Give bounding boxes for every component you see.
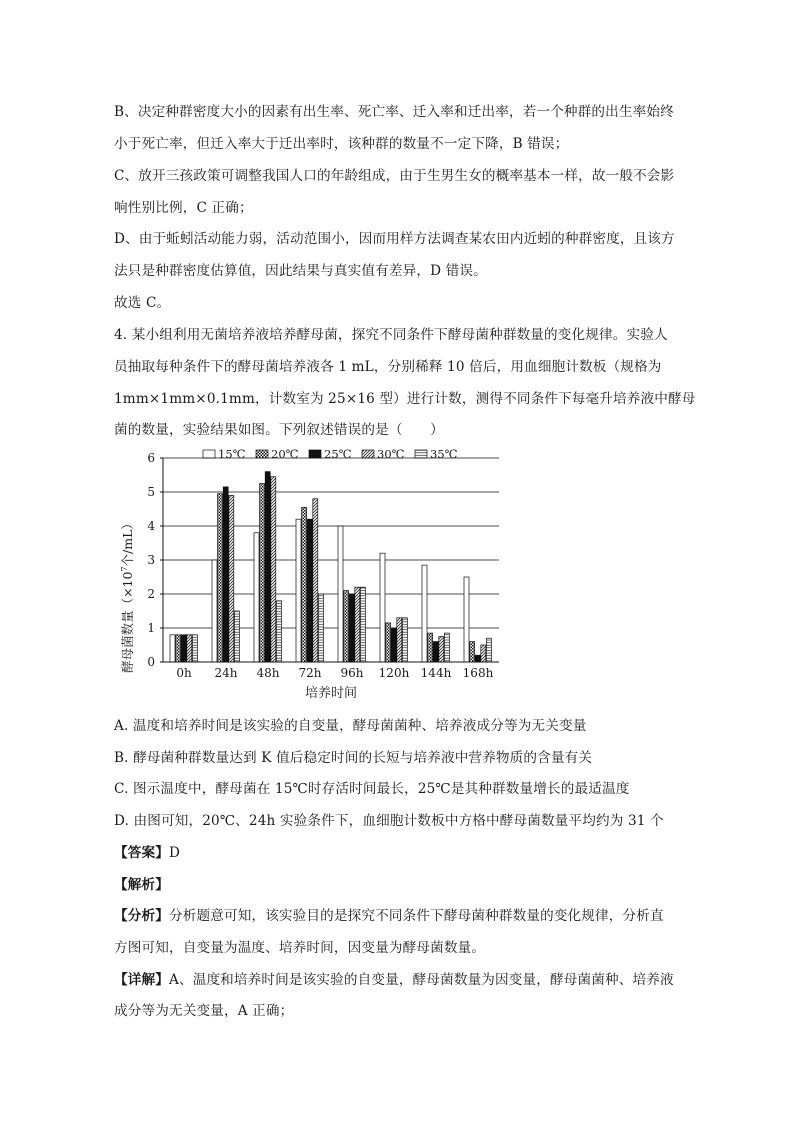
x-tick-label: 0h	[176, 666, 192, 680]
option-d: D. 由图可知，20℃、24h 实验条件下，血细胞计数板中方格中酵母菌数量平均约为 31 个	[114, 813, 664, 829]
bar-168h-30℃	[481, 645, 486, 662]
fenxi-label: 【分析】	[114, 908, 169, 924]
bar-24h-25℃	[223, 487, 228, 662]
bar-72h-15℃	[296, 519, 301, 662]
bar-96h-20℃	[344, 591, 349, 662]
answer-line	[114, 843, 694, 863]
bar-120h-30℃	[397, 618, 402, 662]
xiangjie-line-2: 成分等为无关变量，A 正确；	[114, 1003, 294, 1019]
option-b-explanation-line-1: B、决定种群密度大小的因素有出生率、死亡率、迁入率和迁出率，若一个种群的出生率始终	[114, 104, 674, 120]
option-c-explanation-line-1: C、放开三孩政策可调整我国人口的年龄组成，由于生男生女的概率基本一样，故一般不会影	[114, 168, 675, 184]
bar-120h-25℃	[391, 628, 396, 662]
y-axis-ticks	[147, 451, 163, 669]
x-tick-label: 96h	[340, 666, 364, 680]
y-axis-label-exponent: 7	[120, 566, 129, 572]
bar-96h-25℃	[349, 594, 354, 662]
legend-label: 20℃	[271, 447, 299, 461]
option-b-explanation-line-2: 小于死亡率，但迁入率大于迁出率时，该种群的数量不一定下降，B 错误；	[114, 136, 569, 152]
y-tick-label: 4	[147, 519, 155, 533]
x-axis-ticks	[176, 666, 493, 680]
bar-72h-35℃	[318, 594, 323, 662]
y-axis-label-suffix: 个/mL）	[120, 517, 135, 567]
y-tick-label: 2	[147, 587, 155, 601]
legend-label: 15℃	[218, 447, 246, 461]
xiangjie-label: 【详解】	[114, 972, 169, 988]
bar-48h-30℃	[271, 477, 276, 662]
answer-label: 【答案】	[114, 845, 169, 861]
y-tick-label: 5	[147, 485, 155, 499]
question-stem-line-2: 员抽取每种条件下的酵母菌培养液各 1 mL，分别稀释 10 倍后，用血细胞计数板（规格为	[114, 359, 662, 375]
y-tick-label: 6	[147, 451, 155, 465]
option-b: B. 酵母菌种群数量达到 K 值后稳定时间的长短与培养液中营养物质的含量有关	[114, 750, 593, 766]
bar-120h-15℃	[380, 553, 385, 662]
option-d-explanation-line-1: D、由于蚯蚓活动能力弱，活动范围小，因而用样方法调查某农田内近蚓的种群密度，且该方	[114, 231, 675, 247]
bar-144h-20℃	[428, 633, 433, 662]
xiangjie-text-1: A、温度和培养时间是该实验的自变量，酵母菌数量为因变量，酵母菌菌种、培养液	[168, 972, 674, 988]
bar-72h-20℃	[302, 507, 307, 662]
option-c-explanation-line-2: 响性别比例，C 正确；	[114, 200, 253, 216]
legend-swatch-15℃	[203, 450, 215, 458]
option-d-explanation-line-2: 法只是种群密度估算值，因此结果与真实值有差异，D 错误。	[114, 263, 487, 279]
x-tick-label: 48h	[256, 666, 280, 680]
bar-24h-35℃	[234, 611, 239, 662]
legend-swatch-35℃	[415, 450, 427, 458]
bar-48h-25℃	[265, 472, 270, 662]
bar-168h-35℃	[486, 638, 491, 662]
bar-72h-30℃	[313, 499, 318, 662]
y-tick-label: 3	[147, 553, 155, 567]
question-stem-line-3: 1mm×1mm×0.1mm，计数室为 25×16 型）进行计数，测得不同条件下每毫升培养液中酵母	[114, 391, 696, 407]
bar-144h-15℃	[422, 565, 427, 662]
legend-swatch-20℃	[256, 450, 268, 458]
legend-label: 30℃	[377, 447, 405, 461]
bar-0h-30℃	[187, 635, 192, 662]
bar-96h-30℃	[355, 587, 360, 662]
legend-swatch-25℃	[309, 450, 321, 458]
x-tick-label: 72h	[298, 666, 322, 680]
answer-value: D	[168, 845, 181, 861]
fenxi-line-1	[114, 906, 694, 926]
x-tick-label: 168h	[462, 666, 494, 680]
bar-96h-15℃	[338, 526, 343, 662]
fenxi-text-1: 分析题意可知，该实验目的是探究不同条件下酵母菌种群数量的变化规律，分析直	[168, 908, 664, 924]
y-tick-label: 0	[147, 655, 155, 669]
bar-144h-35℃	[444, 633, 449, 662]
bar-48h-20℃	[260, 484, 265, 663]
analysis-label: 【解析】	[114, 877, 169, 893]
legend-swatch-30℃	[362, 450, 374, 458]
y-axis-label	[120, 517, 135, 673]
bar-72h-25℃	[307, 519, 312, 662]
bar-24h-15℃	[212, 560, 217, 662]
xiangjie-line-1	[114, 970, 694, 990]
bar-24h-30℃	[229, 495, 234, 662]
option-c: C. 图示温度中，酵母菌在 15℃时存活时间最长，25℃是其种群数量增长的最适温度	[114, 781, 630, 797]
x-tick-label: 24h	[214, 666, 238, 680]
bar-168h-20℃	[470, 642, 475, 662]
question-stem-line-1: 4. 某小组利用无菌培养液培养酵母菌，探究不同条件下酵母菌种群数量的变化规律。实验人	[114, 327, 668, 343]
bar-0h-15℃	[170, 635, 175, 662]
legend-label: 35℃	[430, 447, 458, 461]
bar-144h-25℃	[433, 642, 438, 662]
y-axis-label-prefix: 酵母菌数量（×10	[120, 571, 135, 673]
legend-label: 25℃	[324, 447, 352, 461]
bar-120h-35℃	[402, 618, 407, 662]
bar-144h-30℃	[439, 637, 444, 663]
y-tick-label: 1	[147, 621, 155, 635]
x-tick-label: 144h	[420, 666, 452, 680]
x-tick-label: 120h	[378, 666, 410, 680]
previous-conclusion: 故选 C。	[114, 295, 171, 311]
bar-24h-20℃	[218, 494, 223, 662]
question-stem-line-4: 菌的数量，实验结果如图。下列叙述错误的是（ ）	[114, 422, 444, 438]
yeast-population-bar-chart	[118, 447, 518, 709]
bar-48h-15℃	[254, 533, 259, 662]
chart-legend	[203, 447, 458, 461]
option-a: A. 温度和培养时间是该实验的自变量，酵母菌菌种、培养液成分等为无关变量	[114, 718, 587, 734]
bar-168h-15℃	[464, 577, 469, 662]
fenxi-line-2: 方图可知，自变量为温度、培养时间，因变量为酵母菌数量。	[114, 940, 486, 956]
chart-bars	[170, 472, 491, 662]
bar-0h-25℃	[181, 635, 186, 662]
bar-0h-35℃	[192, 635, 197, 662]
bar-96h-35℃	[360, 587, 365, 662]
bar-120h-20℃	[386, 623, 391, 662]
bar-168h-25℃	[475, 655, 480, 662]
bar-48h-35℃	[276, 601, 281, 662]
x-axis-label: 培养时间	[304, 686, 358, 701]
bar-0h-20℃	[176, 635, 181, 662]
